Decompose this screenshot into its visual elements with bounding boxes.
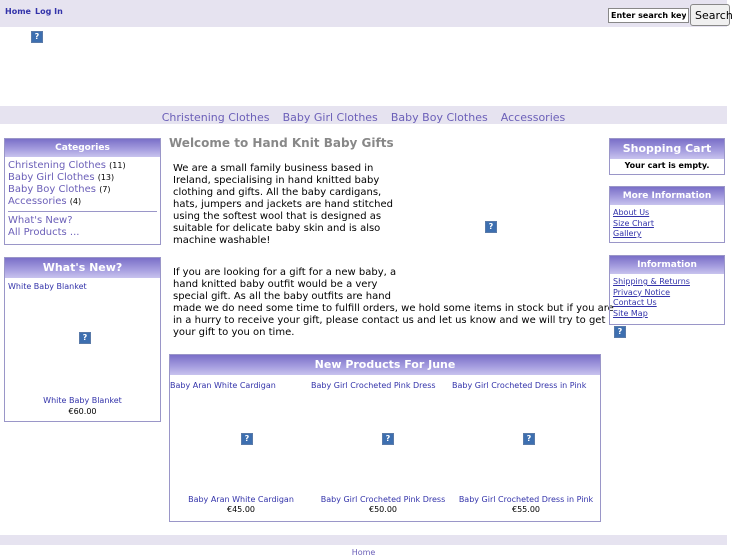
- product-top-link[interactable]: Baby Girl Crocheted Pink Dress: [311, 381, 436, 390]
- broken-image-icon[interactable]: ?: [523, 433, 535, 445]
- intro-paragraph: [173, 163, 393, 247]
- nav-accessories[interactable]: Accessories: [500, 111, 566, 124]
- product-top-link[interactable]: Baby Aran White Cardigan: [170, 381, 276, 390]
- category-label[interactable]: Baby Girl Clothes: [8, 172, 95, 183]
- category-count: (11): [109, 161, 126, 170]
- text-line: machine washable!: [173, 235, 271, 246]
- broken-image-icon[interactable]: ?: [382, 433, 394, 445]
- information-box: [609, 255, 725, 325]
- text-line: hand knitted baby outfit would be a very: [173, 279, 378, 290]
- search-button[interactable]: Search: [690, 4, 730, 26]
- page-title: Welcome to Hand Knit Baby Gifts: [169, 136, 394, 150]
- categories-box: [4, 138, 161, 245]
- site-map-link[interactable]: Site Map: [613, 308, 648, 318]
- category-nav-bar: [0, 106, 727, 124]
- top-bar: [0, 0, 733, 27]
- whats-new-product-link[interactable]: White Baby Blanket: [43, 396, 122, 405]
- text-line: suitable for delicate baby skin and is also: [173, 223, 381, 234]
- text-line: made we do need some time to fulfill orders, we hold some items in stock but if you are: [173, 303, 614, 314]
- category-count: (4): [69, 197, 82, 206]
- text-line: your gift to you on time.: [173, 327, 295, 338]
- information-title: Information: [610, 256, 724, 274]
- category-label[interactable]: Baby Boy Clothes: [8, 184, 97, 195]
- whats-new-title: What's New?: [5, 258, 160, 278]
- shipping-returns-link[interactable]: Shipping & Returns: [613, 277, 690, 286]
- text-line: hats, jumpers and jackets are hand stitched: [173, 199, 393, 210]
- nav-baby-boy-clothes[interactable]: Baby Boy Clothes: [390, 111, 488, 124]
- category-count: (13): [97, 173, 115, 182]
- shopping-cart-title[interactable]: Shopping Cart: [610, 139, 724, 159]
- product-price: €55.00: [512, 505, 540, 514]
- category-item[interactable]: [8, 160, 157, 172]
- broken-image-icon[interactable]: ?: [485, 221, 497, 233]
- footer-home-link[interactable]: Home: [351, 548, 376, 557]
- divider: [8, 211, 157, 212]
- text-line: using the softest wool that is designed as: [173, 211, 382, 222]
- category-item[interactable]: [8, 172, 157, 184]
- product-top-link[interactable]: Baby Girl Crocheted Dress in Pink: [452, 381, 587, 390]
- all-products-link[interactable]: All Products ...: [8, 227, 80, 238]
- category-label[interactable]: Accessories: [8, 196, 67, 207]
- broken-image-icon[interactable]: ?: [31, 31, 43, 43]
- text-line: in a hurry to receive your gift, please contact us and let us know and we will try to get: [173, 315, 606, 326]
- broken-image-icon[interactable]: ?: [241, 433, 253, 445]
- gift-paragraph: [173, 267, 614, 339]
- contact-us-link[interactable]: Contact Us: [613, 298, 657, 307]
- privacy-notice-link[interactable]: Privacy Notice: [613, 287, 671, 297]
- about-us-link[interactable]: About Us: [613, 208, 650, 217]
- product-link[interactable]: Baby Girl Crocheted Pink Dress: [320, 495, 446, 504]
- home-link[interactable]: Home: [5, 7, 31, 16]
- text-line: Ireland, specialising in hand knitted baby: [173, 175, 380, 186]
- footer-bar: [0, 535, 727, 557]
- whats-new-link[interactable]: What's New?: [8, 215, 73, 226]
- broken-image-icon[interactable]: ?: [614, 326, 626, 338]
- text-line: If you are looking for a gift for a new baby, a: [173, 267, 397, 278]
- category-count: (7): [99, 185, 111, 194]
- search-input[interactable]: [608, 8, 689, 23]
- whats-new-top-link[interactable]: White Baby Blanket: [8, 282, 87, 291]
- new-products-title: New Products For June: [170, 355, 600, 375]
- size-chart-link[interactable]: Size Chart: [613, 218, 654, 228]
- category-label[interactable]: Christening Clothes: [8, 160, 106, 171]
- gallery-link[interactable]: Gallery: [613, 229, 642, 238]
- login-link[interactable]: Log In: [35, 7, 63, 16]
- text-line: clothing and gifts. All the baby cardigans,: [173, 187, 382, 198]
- text-line: We are a small family business based in: [173, 163, 374, 174]
- whats-new-price: €60.00: [68, 407, 97, 416]
- more-information-title: More Information: [610, 187, 724, 205]
- category-item[interactable]: [8, 196, 157, 208]
- categories-title: Categories: [5, 139, 160, 157]
- new-products-box: [169, 354, 601, 522]
- product-link[interactable]: Baby Aran White Cardigan: [188, 495, 294, 504]
- whats-new-box: [4, 257, 161, 422]
- more-information-box: [609, 186, 725, 243]
- product-price: €45.00: [227, 505, 255, 514]
- shopping-cart-box: [609, 138, 725, 175]
- nav-baby-girl-clothes[interactable]: Baby Girl Clothes: [282, 111, 378, 124]
- category-item[interactable]: [8, 184, 157, 196]
- text-line: special gift. As all the baby outfits are hand: [173, 291, 391, 302]
- product-price: €50.00: [369, 505, 397, 514]
- broken-image-icon[interactable]: ?: [79, 332, 91, 344]
- nav-christening-clothes[interactable]: Christening Clothes: [161, 111, 270, 124]
- product-link[interactable]: Baby Girl Crocheted Dress in Pink: [458, 495, 594, 504]
- cart-status: Your cart is empty.: [624, 161, 710, 170]
